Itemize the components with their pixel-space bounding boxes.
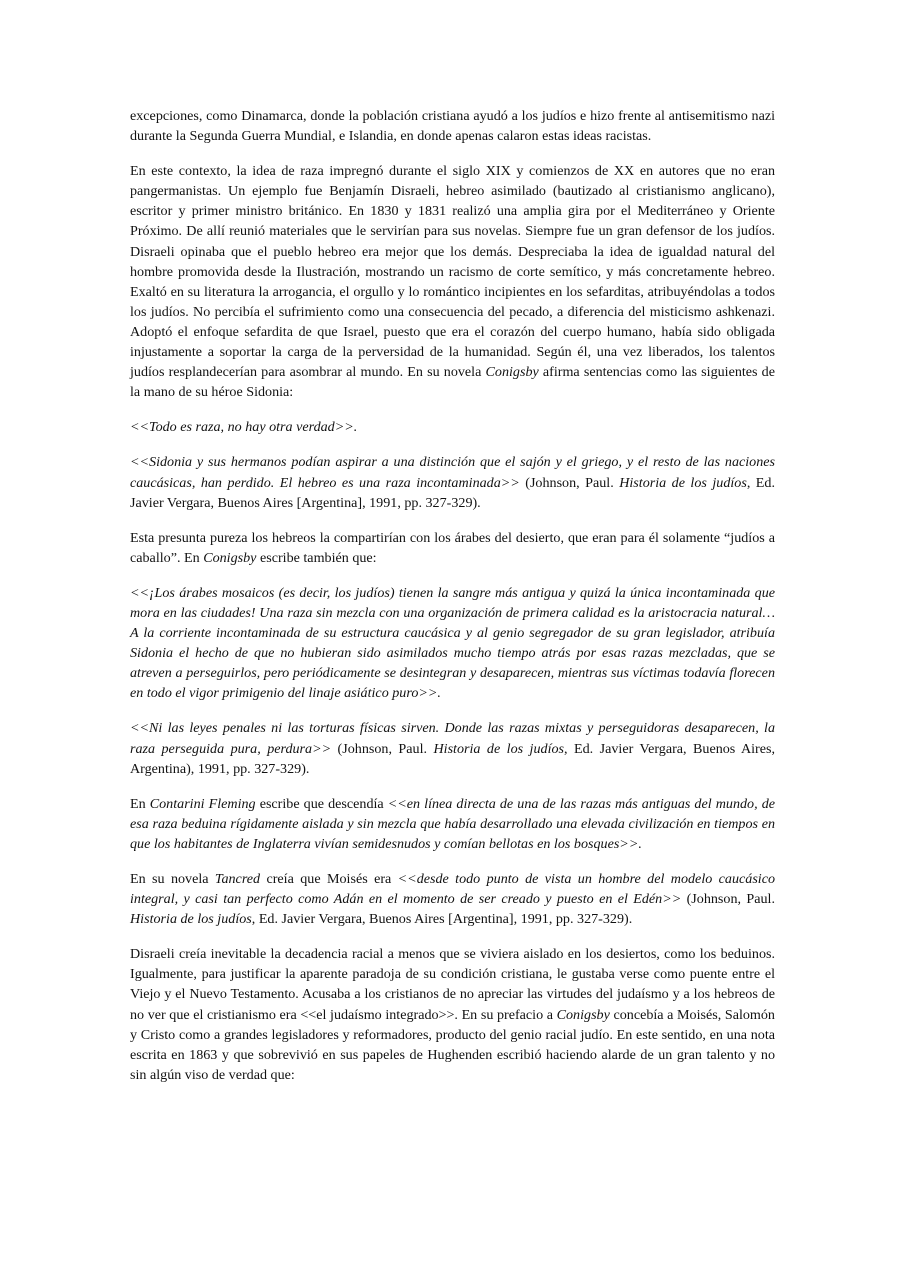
book-title-conigsby: Conigsby [485,364,539,381]
paragraph-8-text-2: escribe que descendía [255,795,388,812]
citation-book-title: Historia de los judíos [130,911,252,928]
paragraph-2 [130,161,775,402]
quote-sidonia [130,452,775,512]
quote-text: <<Sidonia y sus hermanos podían aspirar a una distinción que el sajón y el griego, y el resto de las naciones caucásicas, han perdido. El hebreo es una raza incontaminada>> [130,454,775,491]
paragraph-contarini-fleming [130,794,775,854]
book-title-tancred: Tancred [214,871,261,887]
book-title-contarini-fleming: Contarini Fleming [149,795,256,812]
quote-text: <<Ni las leyes penales ni las torturas físicas sirven. Donde las razas mixtas y perseguidoras desaparecen, la raza perseguida pura, perdura>> [130,720,775,757]
document-page [130,106,775,1085]
paragraph-10-text-2: concebía a Moisés, Salomón y Cristo como a grandes legisladores y reformadores, producto del genio racial judío. En este sentido, en una nota escrita en 1863 y que sobrevivió en sus papeles de Hughenden escribió haciendo alarde de un gran talento y no sin algún viso de verdad que: [130,1006,775,1083]
citation-text-2: , Ed. Javier Vergara, Buenos Aires [Argentina], 1991, pp. 327-329). [130,474,775,511]
paragraph-5-text-2: escribe también que: [256,549,377,566]
book-title-conigsby: Conigsby [203,549,257,566]
paragraph-1 [130,106,775,146]
paragraph-9-text-2: creía que Moisés era [260,871,398,887]
citation-text-1: (Johnson, Paul. [681,891,775,908]
paragraph-5-text-1: Esta presunta pureza los hebreos la compartirían con los árabes del desierto, que eran para él solamente “judíos a caballo”. En [130,529,775,566]
quote-text: <<desde todo punto de vista un hombre del modelo caucásico integral, y casi tan perfecto como Adán en el momento de ser creado y puesto en el Edén>> [130,871,776,908]
paragraph-2-text-1: En este contexto, la idea de raza impregnó durante el siglo XIX y comienzos de XX en autores que no eran pangermanistas. Un ejemplo fue Benjamín Disraeli, hebreo asimilado (bautizado al cristianismo anglicano), escritor y primer ministro británico. En 1830 y 1831 realizó una amplia gira por el Mediterráneo y Oriente Próximo. De allí reunió materiales que le servirían para sus novelas. Siempre fue un gran defensor de los judíos. Disraeli opinaba que el pueblo hebreo era mejor que los demás. Despreciaba la idea de igualdad natural del hombre promovida desde la Ilustración, mostrando un racismo de corte semítico, y más concretamente hebreo. Exaltó en su literatura la arrogancia, el orgullo y lo romántico incipientes en los sefarditas, atribuyéndolas a todos los judíos. No percibía el sufrimiento como una consecuencia del pecado, a diferencia del misticismo ashkenazi. Adoptó el enfoque sefardita de que Israel, puesto que era el corazón del cuerpo humano, había sido obligada injustamente a soportar la carga de la perversidad de la humanidad. Según él, una vez liberados, los talentos judíos resplandecerían para asombrar al mundo. En su novela [130,163,775,381]
citation-book-title: Historia de los judíos [619,474,747,491]
paragraph-2-text-2: afirma sentencias como las siguientes de la mano de su héroe Sidonia: [130,364,775,401]
citation-text-2: , Ed. Javier Vergara, Buenos Aires [Argentina], 1991, pp. 327-329). [251,911,633,928]
quote-text: <<¡Los árabes mosaicos (es decir, los judíos) tienen la sangre más antigua y quizá la única incontaminada que mora en las ciudades! Una raza sin mezcla con una organización de primera calidad es la aristocracia natural… A la corriente incontaminada de su estructura caucásica y al genio segregador de su gran legislador, atribuía Sidonia el hecho de que no hubieran sido asimilados mucho tiempo atrás por esas razas mezcladas, que se atreven a perseguirlos, pero periódicamente se desintegran y desaparecen, mientras sus víctimas todavía florecen en todo el vigor primigenio del linaje asiático puro>>. [130,584,775,702]
paragraph-tancred [130,869,775,929]
paragraph-10 [130,944,775,1085]
quote-leyes-penales [130,718,775,778]
citation-book-title: Historia de los judíos [433,740,565,757]
paragraph-8-text-1: En [130,795,150,812]
book-title-conigsby: Conigsby [556,1006,610,1023]
paragraph-10-text-1: Disraeli creía inevitable la decadencia racial a menos que se viviera aislado en los desiertos, como los beduinos. Igualmente, para justificar la aparente paradoja de su condición cristiana, le gustaba verse como puente entre el Viejo y el Nuevo Testamento. Acusaba a los cristianos de no apreciar las virtudes del judaísmo y a los hebreos de no ver que el cristianismo era <<el judaísmo integrado>>. En su prefacio a [130,946,775,1023]
quote-text: <<en línea directa de una de las razas más antiguas del mundo, de esa raza beduina rígidamente aislada y sin mezcla que había desarrollado una elevada civilización en tiempos en que los habitantes de Inglaterra vivían semidesnudos y comían bellotas en los bosques>>. [130,795,775,852]
paragraph-1-text: excepciones, como Dinamarca, donde la población cristiana ayudó a los judíos e hizo frente al antisemitismo nazi durante la Segunda Guerra Mundial, e Islandia, en donde apenas calaron estas ideas racistas. [130,108,775,145]
quote-todo-es-raza [130,417,775,437]
quote-text: <<Todo es raza, no hay otra verdad>>. [130,419,358,436]
paragraph-9-text-1: En su novela [130,871,215,887]
paragraph-5 [130,528,775,568]
citation-text-1: (Johnson, Paul. [519,474,620,491]
quote-arabes-mosaicos [130,583,775,704]
citation-text-1: (Johnson, Paul. [331,740,434,757]
citation-text-2: , Ed. Javier Vergara, Buenos Aires, Argentina), 1991, pp. 327-329). [130,740,776,777]
